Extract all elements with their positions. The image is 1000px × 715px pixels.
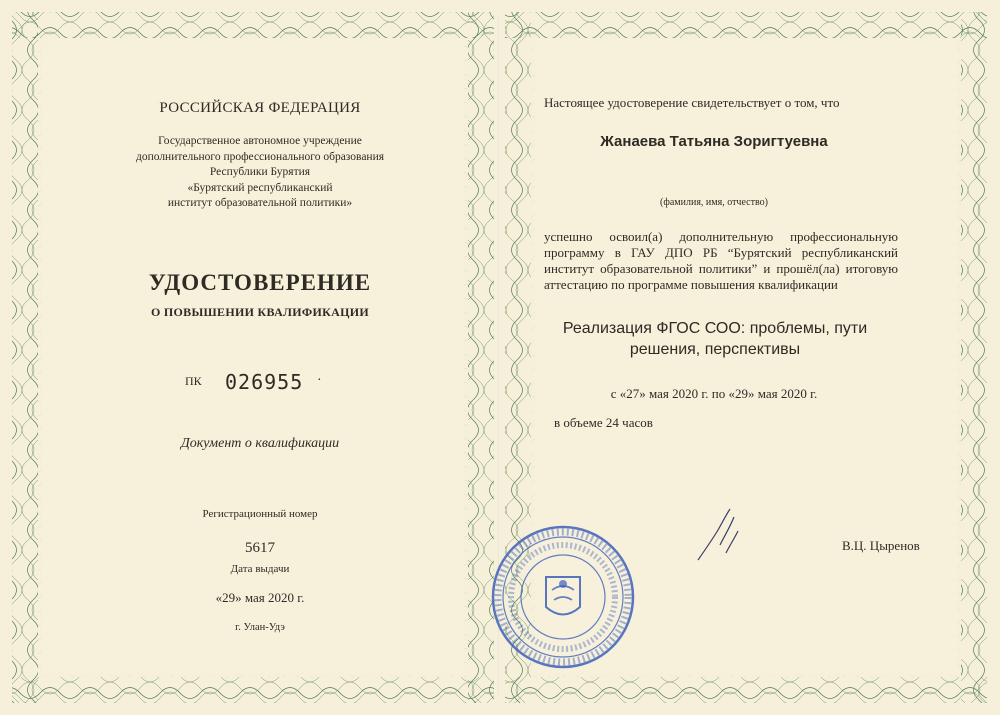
official-stamp-icon [488, 522, 638, 672]
institution-line: дополнительного профессионального образования [135, 150, 385, 163]
program-title: Реализация ФГОС СОО: проблемы, пути решения, перспективы [562, 320, 868, 358]
institution-line: Государственное автономное учреждение [158, 135, 362, 147]
name-caption: (фамилия, имя, отчество) [660, 197, 768, 208]
document-title: УДОСТОВЕРЕНИЕ [148, 270, 372, 295]
signature-mark [690, 505, 750, 565]
document-subtitle: О ПОВЫШЕНИИ КВАЛИФИКАЦИИ [150, 305, 370, 319]
certificate-number: 026955 [225, 370, 304, 394]
institution-line: «Бурятский республиканский [187, 181, 333, 194]
country-heading: РОССИЙСКАЯ ФЕДЕРАЦИЯ [159, 100, 361, 116]
series-code: ПК [185, 374, 202, 388]
training-dates: с «27» мая 2020 г. по «29» мая 2020 г. [610, 386, 818, 401]
holder-name: Жанаева Татьяна Зоригтуевна [600, 133, 828, 150]
number-dot: · [317, 373, 322, 388]
document-type: Документ о квалификации [180, 436, 340, 451]
signer-name: В.Ц. Цыренов [842, 538, 920, 553]
training-volume: в объеме 24 часов [554, 415, 653, 430]
issue-date-label: Дата выдачи [230, 563, 290, 575]
completion-statement: успешно освоил(а) дополнительную профессиональную программу в ГАУ ДПО РБ “Бурятский республиканский институт образовательной политики” и прошёл(ла) итоговую аттестацию по программе повышения квалификации [544, 229, 898, 292]
institution-line: институт образовательной политики» [167, 197, 353, 209]
issue-city: г. Улан-Удэ [235, 622, 285, 633]
issue-date: «29» мая 2020 г. [215, 590, 305, 605]
registration-number: 5617 [245, 540, 275, 556]
institution-line: Республики Бурятия [209, 166, 311, 178]
institution-name [60, 134, 460, 212]
registration-label: Регистрационный номер [202, 508, 318, 520]
certifies-line: Настоящее удостоверение свидетельствует о том, что [544, 95, 840, 110]
